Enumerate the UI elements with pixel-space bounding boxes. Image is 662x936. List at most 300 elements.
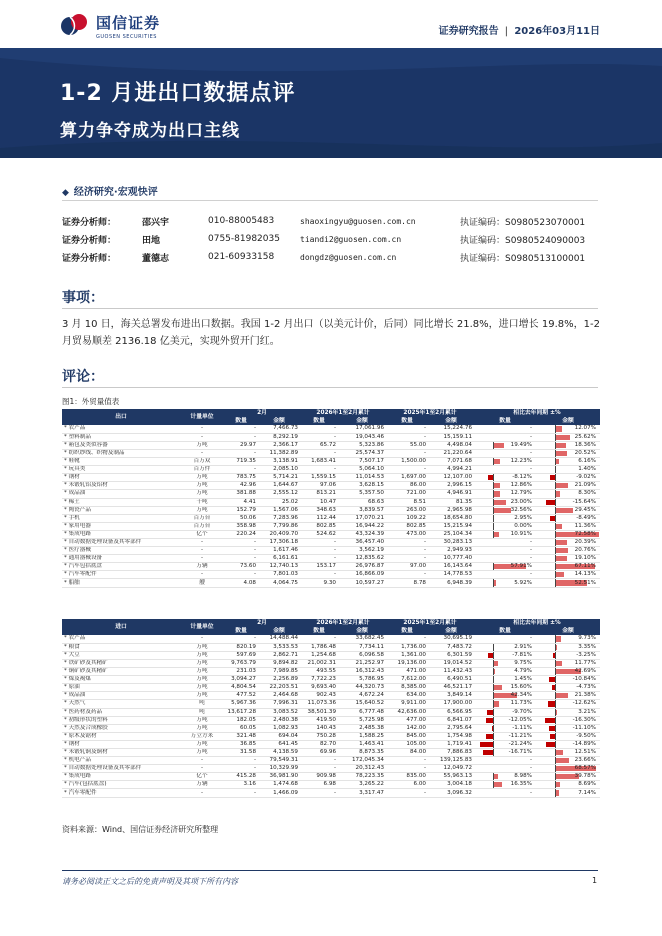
analyst-email[interactable]: shaoxingyu@guosen.com.cn: [300, 216, 416, 226]
row-ytd-qty: -: [300, 765, 338, 773]
row-prev-amt: 6,490.51: [428, 676, 474, 684]
row-prev-qty: -: [386, 757, 428, 765]
yoy-value: 12.51%: [574, 749, 596, 756]
row-unit: -: [180, 425, 224, 433]
row-feb-qty: 4.41: [224, 498, 258, 506]
row-yoy-amt: [536, 757, 600, 765]
yoy-value: 7.14%: [578, 789, 596, 796]
row-feb-qty: 182.05: [224, 716, 258, 724]
row-feb-amt: 12,740.13: [258, 563, 300, 571]
yoy-value: 12.07%: [574, 425, 596, 432]
row-yoy-amt: [536, 651, 600, 659]
row-item-name: * 初级形状的塑料: [62, 716, 180, 724]
row-prev-amt: 19,014.52: [428, 659, 474, 667]
row-item-name: * 稀土: [62, 498, 180, 506]
yoy-value: -15.64%: [572, 498, 596, 505]
row-feb-qty: 321.48: [224, 732, 258, 740]
row-ytd-qty: 813.21: [300, 490, 338, 498]
row-prev-amt: 15,224.76: [428, 425, 474, 433]
row-ytd-qty: 909.98: [300, 773, 338, 781]
import-header-qty: 数量: [300, 627, 338, 635]
row-prev-qty: -: [386, 571, 428, 579]
row-ytd-amt: 4,672.24: [338, 692, 386, 700]
table-row: [62, 579, 600, 587]
row-yoy-qty: [474, 539, 536, 547]
row-ytd-amt: 10,597.27: [338, 579, 386, 587]
row-item-name: * 汽车包括底盘: [62, 563, 180, 571]
export-header-amt: 金额: [258, 417, 300, 425]
row-yoy-qty: [474, 724, 536, 732]
row-ytd-amt: 7,507.17: [338, 458, 386, 466]
row-ytd-amt: 3,839.57: [338, 506, 386, 514]
row-yoy-qty: [474, 547, 536, 555]
analyst-phone: 010-88005483: [208, 216, 275, 226]
row-prev-qty: -: [386, 539, 428, 547]
row-item-name: * 铁矿砂及其精矿: [62, 659, 180, 667]
yoy-value: -4.73%: [576, 684, 596, 691]
export-header-qty: 数量: [224, 417, 258, 425]
row-prev-qty: 1,697.00: [386, 474, 428, 482]
yoy-value: -: [529, 547, 532, 554]
table-row: [62, 474, 600, 482]
table-row: [62, 749, 600, 757]
category-text: 经济研究·宏观快评: [73, 187, 158, 198]
export-header-amt: 金额: [428, 417, 474, 425]
row-yoy-qty: [474, 571, 536, 579]
row-unit: -: [180, 571, 224, 579]
row-ytd-qty: -: [300, 433, 338, 441]
row-ytd-amt: 172,045.34: [338, 757, 386, 765]
row-prev-amt: 1,719.41: [428, 740, 474, 748]
export-table: [62, 409, 600, 588]
row-prev-amt: 46,521.17: [428, 684, 474, 692]
figure-source: 资料来源：Wind、国信证券经济研究所整理: [62, 825, 219, 834]
row-yoy-amt: [536, 740, 600, 748]
row-yoy-qty: [474, 466, 536, 474]
row-yoy-qty: [474, 433, 536, 441]
row-prev-qty: 263.00: [386, 506, 428, 514]
row-unit: 百万件: [180, 466, 224, 474]
row-prev-qty: 55.00: [386, 441, 428, 449]
row-ytd-qty: 97.06: [300, 482, 338, 490]
yoy-value: 19.49%: [510, 441, 532, 448]
row-yoy-qty: [474, 522, 536, 530]
row-feb-amt: 6,161.61: [258, 555, 300, 563]
row-unit: 亿个: [180, 773, 224, 781]
row-prev-amt: 2,965.98: [428, 506, 474, 514]
row-feb-qty: 13,617.28: [224, 708, 258, 716]
import-header-qty: 数量: [474, 627, 536, 635]
row-ytd-qty: -: [300, 789, 338, 797]
row-unit: 百万台: [180, 522, 224, 530]
row-ytd-qty: 348.63: [300, 506, 338, 514]
yoy-value: 2.95%: [514, 514, 532, 521]
row-prev-amt: 25,104.34: [428, 530, 474, 538]
row-prev-amt: 3,004.18: [428, 781, 474, 789]
row-feb-qty: 152.79: [224, 506, 258, 514]
yoy-value: -9.02%: [576, 474, 596, 481]
yoy-value: -: [529, 789, 532, 796]
row-unit: -: [180, 555, 224, 563]
footer-disclaimer[interactable]: 请务必阅读正文之后的免责声明及其项下所有内容: [62, 877, 238, 886]
import-header-amt: 金额: [428, 627, 474, 635]
row-feb-amt: 9,894.82: [258, 659, 300, 667]
yoy-value: 68.57%: [574, 765, 596, 772]
row-ytd-qty: -: [300, 571, 338, 579]
row-ytd-amt: 16,866.09: [338, 571, 386, 579]
row-feb-qty: 73.60: [224, 563, 258, 571]
row-ytd-qty: -: [300, 449, 338, 457]
row-ytd-qty: -: [300, 539, 338, 547]
row-unit: 百万台: [180, 514, 224, 522]
figure-title: 图1：外贸量值表: [62, 397, 120, 406]
row-feb-qty: -: [224, 466, 258, 474]
row-yoy-qty: [474, 740, 536, 748]
row-item-name: * 手机: [62, 514, 180, 522]
row-feb-qty: 9,763.79: [224, 659, 258, 667]
row-unit: -: [180, 635, 224, 643]
row-yoy-qty: [474, 668, 536, 676]
row-ytd-qty: 10.47: [300, 498, 338, 506]
row-unit: -: [180, 433, 224, 441]
yoy-value: 11.36%: [574, 522, 596, 529]
logo-text-cn: 国信证券: [96, 14, 161, 32]
table-row: [62, 425, 600, 433]
row-ytd-qty: 419.50: [300, 716, 338, 724]
row-yoy-qty: [474, 555, 536, 563]
import-header-amt: 金额: [338, 627, 386, 635]
matter-heading: 事项：: [62, 290, 104, 306]
row-unit: 万吨: [180, 740, 224, 748]
row-ytd-amt: 21,252.97: [338, 659, 386, 667]
table-row: [62, 659, 600, 667]
yoy-value: -: [529, 555, 532, 562]
comment-heading: 评论：: [62, 369, 104, 385]
yoy-value: 6.16%: [578, 458, 596, 465]
row-yoy-qty: [474, 579, 536, 587]
yoy-value: -: [529, 450, 532, 457]
row-prev-qty: 86.00: [386, 482, 428, 490]
row-item-name: * 钢材: [62, 740, 180, 748]
yoy-value: -14.89%: [572, 740, 596, 747]
table-row: [62, 530, 600, 538]
table-row: [62, 773, 600, 781]
row-yoy-amt: [536, 789, 600, 797]
row-yoy-amt: [536, 474, 600, 482]
yoy-value: 72.58%: [574, 530, 596, 537]
row-yoy-amt: [536, 684, 600, 692]
row-unit: 万辆: [180, 781, 224, 789]
yoy-value: 10.91%: [510, 530, 532, 537]
row-prev-qty: 8.78: [386, 579, 428, 587]
analyst-row: [62, 212, 602, 230]
row-prev-qty: 835.00: [386, 773, 428, 781]
row-prev-amt: 12,107.00: [428, 474, 474, 482]
table-row: [62, 765, 600, 773]
table-row: [62, 555, 600, 563]
analyst-email[interactable]: tiandi2@guosen.com.cn: [300, 234, 402, 244]
yoy-value: -8.12%: [512, 474, 532, 481]
row-yoy-amt: [536, 692, 600, 700]
row-prev-amt: 30,283.13: [428, 539, 474, 547]
row-yoy-amt: [536, 659, 600, 667]
row-yoy-qty: [474, 458, 536, 466]
row-ytd-qty: 902.43: [300, 692, 338, 700]
export-header-yoy: 相比去年同期 ±%: [474, 409, 600, 417]
row-feb-amt: 7,799.86: [258, 522, 300, 530]
row-yoy-qty: [474, 482, 536, 490]
row-feb-qty: 36.85: [224, 740, 258, 748]
export-header-2026-ytd: 2026年1至2月累计: [300, 409, 386, 417]
report-type-text: 证券研究报告: [438, 26, 499, 37]
table-row: [62, 684, 600, 692]
row-prev-amt: 6,841.07: [428, 716, 474, 724]
yoy-value: -7.81%: [512, 651, 532, 658]
row-unit: 百万双: [180, 458, 224, 466]
row-prev-qty: 473.00: [386, 530, 428, 538]
row-unit: 万吨: [180, 651, 224, 659]
row-prev-qty: -: [386, 433, 428, 441]
row-prev-amt: 6,301.59: [428, 651, 474, 659]
row-prev-qty: 634.00: [386, 692, 428, 700]
row-ytd-amt: 5,323.86: [338, 441, 386, 449]
yoy-value: -: [529, 757, 532, 764]
row-ytd-amt: 3,317.47: [338, 789, 386, 797]
row-unit: 万吨: [180, 749, 224, 757]
export-header-2025-ytd: 2025年1至2月累计: [386, 409, 474, 417]
row-ytd-qty: 11,073.36: [300, 700, 338, 708]
row-ytd-amt: 25,574.37: [338, 449, 386, 457]
row-unit: 万立方米: [180, 732, 224, 740]
row-feb-amt: 2,256.89: [258, 676, 300, 684]
category-divider: [62, 200, 598, 201]
row-unit: 吨: [180, 700, 224, 708]
row-prev-qty: 477.00: [386, 716, 428, 724]
row-feb-amt: 2,555.12: [258, 490, 300, 498]
row-item-name: * 通用器械设备: [62, 555, 180, 563]
row-yoy-amt: [536, 563, 600, 571]
analyst-email[interactable]: dongdz@guosen.com.cn: [300, 252, 397, 262]
row-yoy-qty: [474, 490, 536, 498]
yoy-value: -8.49%: [576, 514, 596, 521]
row-prev-amt: 2,996.15: [428, 482, 474, 490]
row-ytd-amt: 6,096.58: [338, 651, 386, 659]
export-header-item: 出口: [62, 409, 180, 425]
row-feb-amt: 7,466.73: [258, 425, 300, 433]
row-prev-qty: 6.00: [386, 781, 428, 789]
row-yoy-qty: [474, 441, 536, 449]
row-feb-qty: 381.88: [224, 490, 258, 498]
row-ytd-qty: 112.44: [300, 514, 338, 522]
row-prev-qty: -: [386, 555, 428, 563]
matter-body: 3 月 10 日，海关总署发布进出口数据。我国 1-2 月出口（以美元计价，后同）同比增长 21.8%，进口增长 19.8%，1-2 月贸易顺差 2136.18 亿美元，实现外贸开门红。: [62, 319, 600, 347]
row-item-name: * 原油: [62, 684, 180, 692]
row-feb-amt: 2,464.68: [258, 692, 300, 700]
row-prev-qty: -: [386, 765, 428, 773]
import-table: [62, 619, 600, 798]
row-yoy-amt: [536, 773, 600, 781]
table-row: [62, 651, 600, 659]
row-prev-amt: 7,071.68: [428, 458, 474, 466]
row-ytd-qty: -: [300, 757, 338, 765]
row-unit: -: [180, 539, 224, 547]
row-yoy-qty: [474, 474, 536, 482]
yoy-value: 8.30%: [578, 490, 596, 497]
row-feb-qty: 4,804.54: [224, 684, 258, 692]
row-feb-amt: 1,567.06: [258, 506, 300, 514]
row-prev-qty: 109.22: [386, 514, 428, 522]
table-row: [62, 449, 600, 457]
row-ytd-qty: 750.28: [300, 732, 338, 740]
table-row: [62, 716, 600, 724]
row-unit: 万吨: [180, 692, 224, 700]
row-prev-qty: 471.00: [386, 668, 428, 676]
yoy-value: 5.92%: [514, 579, 532, 586]
table-row: [62, 563, 600, 571]
row-prev-amt: 139,125.83: [428, 757, 474, 765]
row-ytd-qty: -: [300, 555, 338, 563]
row-unit: -: [180, 449, 224, 457]
yoy-value: -: [529, 539, 532, 546]
row-item-name: * 医药材及药品: [62, 708, 180, 716]
row-feb-amt: 10,329.99: [258, 765, 300, 773]
row-ytd-qty: 6.98: [300, 781, 338, 789]
row-yoy-qty: [474, 716, 536, 724]
analyst-name: 董德志: [142, 253, 170, 264]
row-yoy-qty: [474, 749, 536, 757]
row-ytd-qty: 7,722.23: [300, 676, 338, 684]
row-ytd-amt: 6,777.48: [338, 708, 386, 716]
row-feb-amt: 5,714.21: [258, 474, 300, 482]
row-feb-qty: 220.24: [224, 530, 258, 538]
row-ytd-qty: 493.55: [300, 668, 338, 676]
row-yoy-amt: [536, 458, 600, 466]
import-table-body: [62, 635, 600, 797]
row-unit: 万吨: [180, 643, 224, 651]
row-yoy-amt: [536, 498, 600, 506]
row-item-name: * 家用电器: [62, 522, 180, 530]
row-yoy-qty: [474, 700, 536, 708]
row-item-name: * 汽车零配件: [62, 789, 180, 797]
row-prev-qty: 7,612.00: [386, 676, 428, 684]
yoy-value: -21.24%: [508, 740, 532, 747]
yoy-value: 4.79%: [514, 668, 532, 675]
yoy-value: 12.23%: [510, 458, 532, 465]
row-prev-amt: 7,483.72: [428, 643, 474, 651]
table-row: [62, 482, 600, 490]
yoy-value: -12.62%: [572, 700, 596, 707]
row-unit: -: [180, 547, 224, 555]
row-feb-qty: -: [224, 765, 258, 773]
row-item-name: * 未锻轧铜及铜材: [62, 749, 180, 757]
row-prev-amt: 17,900.00: [428, 700, 474, 708]
row-item-name: * 农产品: [62, 425, 180, 433]
row-prev-amt: 6,566.95: [428, 708, 474, 716]
row-prev-amt: 21,220.64: [428, 449, 474, 457]
row-item-name: * 成品油: [62, 490, 180, 498]
yoy-value: -10.84%: [572, 676, 596, 683]
report-subtitle: 算力争夺成为出口主线: [60, 121, 240, 141]
analyst-name: 田地: [142, 235, 161, 246]
row-prev-amt: 4,946.91: [428, 490, 474, 498]
row-item-name: * 铜矿砂及其精矿: [62, 668, 180, 676]
yoy-value: 1.45%: [514, 676, 532, 683]
row-ytd-amt: 1,463.41: [338, 740, 386, 748]
yoy-value: 3.35%: [578, 643, 596, 650]
export-header-qty: 数量: [386, 417, 428, 425]
row-yoy-qty: [474, 449, 536, 457]
row-feb-amt: 2,366.17: [258, 441, 300, 449]
table-row: [62, 740, 600, 748]
row-feb-qty: -: [224, 555, 258, 563]
row-ytd-amt: 43,324.39: [338, 530, 386, 538]
footer-divider: [62, 870, 598, 871]
row-ytd-amt: 5,786.95: [338, 676, 386, 684]
row-feb-qty: 415.28: [224, 773, 258, 781]
row-item-name: * 机电产品: [62, 757, 180, 765]
row-prev-qty: 1,361.00: [386, 651, 428, 659]
row-yoy-amt: [536, 732, 600, 740]
report-category: [62, 183, 158, 198]
row-ytd-amt: 17,061.96: [338, 425, 386, 433]
table-row: [62, 708, 600, 716]
row-ytd-amt: 12,835.62: [338, 555, 386, 563]
row-unit: 万吨: [180, 482, 224, 490]
row-ytd-amt: 2,485.38: [338, 724, 386, 732]
yoy-value: -9.70%: [512, 708, 532, 715]
row-feb-amt: 1,466.09: [258, 789, 300, 797]
row-prev-amt: 7,886.83: [428, 749, 474, 757]
row-prev-amt: 3,849.14: [428, 692, 474, 700]
row-prev-amt: 2,949.93: [428, 547, 474, 555]
row-unit: 万吨: [180, 490, 224, 498]
row-yoy-qty: [474, 773, 536, 781]
row-unit: 万吨: [180, 716, 224, 724]
row-ytd-amt: 68.63: [338, 498, 386, 506]
row-item-name: * 塑料制品: [62, 433, 180, 441]
export-header-unit: 计量单位: [180, 409, 224, 425]
yoy-value: 3.21%: [578, 708, 596, 715]
row-feb-qty: -: [224, 425, 258, 433]
yoy-value: 29.45%: [574, 506, 596, 513]
row-item-name: * 集成电路: [62, 773, 180, 781]
row-prev-qty: -: [386, 425, 428, 433]
table-row: [62, 724, 600, 732]
row-yoy-qty: [474, 692, 536, 700]
row-unit: 亿个: [180, 530, 224, 538]
table-row: [62, 539, 600, 547]
row-feb-amt: 7,801.03: [258, 571, 300, 579]
row-feb-amt: 3,083.52: [258, 708, 300, 716]
row-prev-amt: 11,432.43: [428, 668, 474, 676]
row-ytd-qty: 1,254.68: [300, 651, 338, 659]
row-feb-amt: 17,306.18: [258, 539, 300, 547]
yoy-value: -: [529, 765, 532, 772]
yoy-value: -: [529, 571, 532, 578]
row-ytd-amt: 7,734.11: [338, 643, 386, 651]
import-header-amt: 金额: [258, 627, 300, 635]
row-unit: 万辆: [180, 563, 224, 571]
table-row: [62, 732, 600, 740]
row-item-name: * 纺织纱线、织物及制品: [62, 449, 180, 457]
row-yoy-amt: [536, 547, 600, 555]
row-yoy-amt: [536, 724, 600, 732]
row-ytd-amt: 5,064.10: [338, 466, 386, 474]
row-yoy-qty: [474, 757, 536, 765]
row-ytd-qty: -: [300, 425, 338, 433]
row-item-name: * 大豆: [62, 651, 180, 659]
row-feb-amt: 1,644.67: [258, 482, 300, 490]
